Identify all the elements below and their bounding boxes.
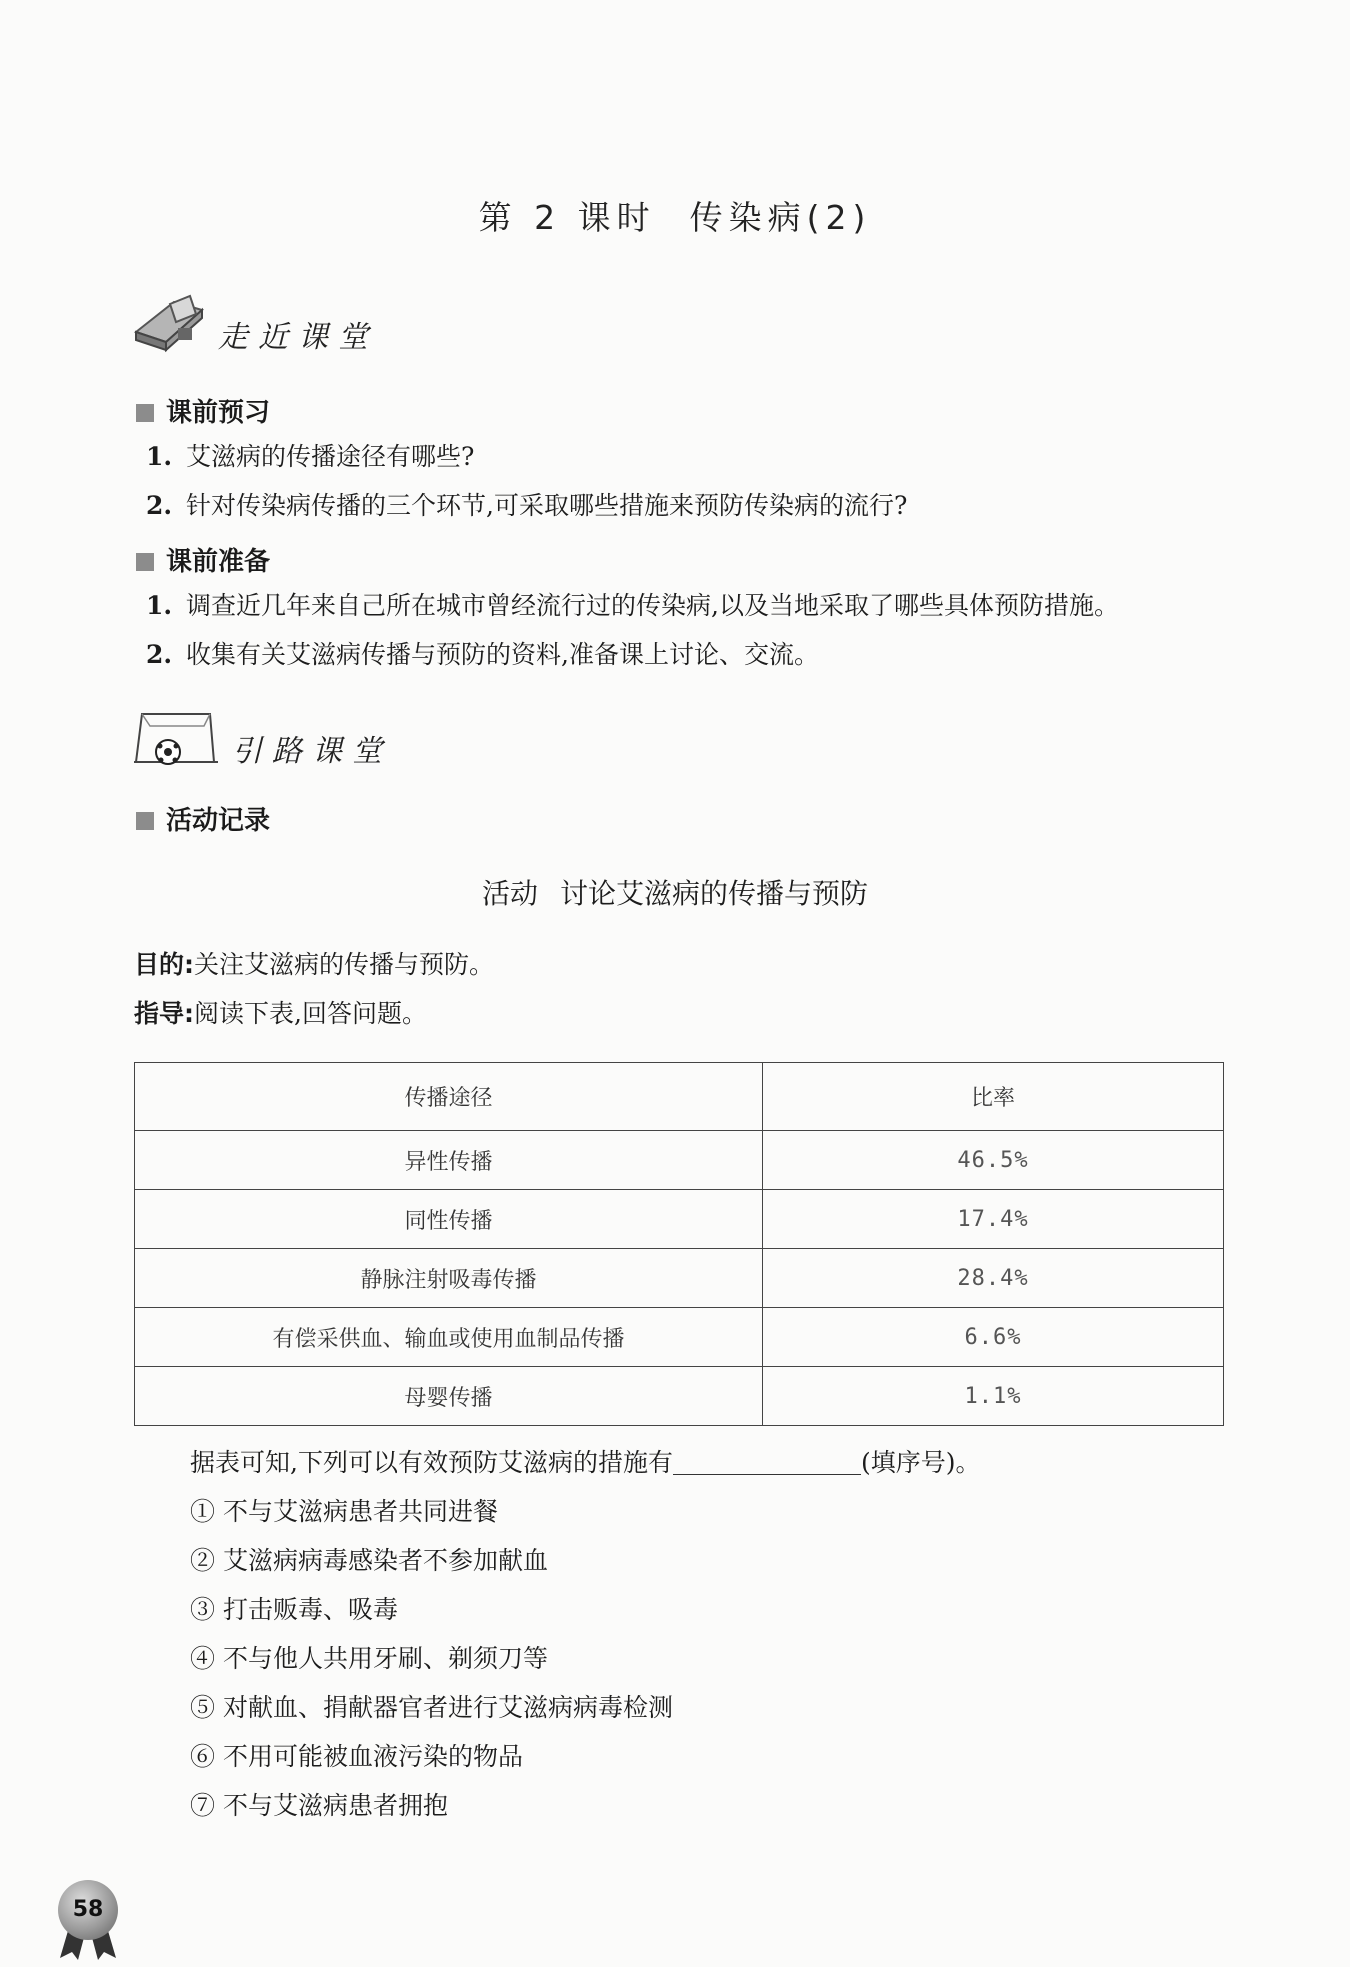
square-bullet-icon bbox=[136, 404, 154, 422]
answer-blank[interactable] bbox=[673, 1448, 861, 1475]
option-item: ② 艾滋病病毒感染者不参加献血 bbox=[190, 1546, 548, 1575]
table-header-row bbox=[135, 1063, 1224, 1131]
lesson-topic: 传染病(2) bbox=[689, 198, 872, 237]
table-row bbox=[135, 1131, 1224, 1190]
rate-cell: 1.1% bbox=[763, 1367, 1224, 1426]
table-row bbox=[135, 1308, 1224, 1367]
route-cell: 静脉注射吸毒传播 bbox=[135, 1249, 763, 1308]
option-item: ⑦ 不与艾滋病患者拥抱 bbox=[190, 1791, 448, 1820]
option-item: ④ 不与他人共用牙刷、剃须刀等 bbox=[190, 1644, 548, 1673]
rate-cell: 6.6% bbox=[763, 1308, 1224, 1367]
rate-cell: 46.5% bbox=[763, 1131, 1224, 1190]
books-icon bbox=[130, 292, 210, 354]
subheading-prep: 课前准备 bbox=[136, 541, 270, 578]
table-row bbox=[135, 1249, 1224, 1308]
route-cell: 有偿采供血、输血或使用血制品传播 bbox=[135, 1308, 763, 1367]
column-header: 比率 bbox=[763, 1063, 1224, 1131]
rate-cell: 28.4% bbox=[763, 1249, 1224, 1308]
option-item: ⑥ 不用可能被血液污染的物品 bbox=[190, 1742, 523, 1771]
preview-question-1: 1. 艾滋病的传播途径有哪些? bbox=[146, 442, 475, 471]
prep-task-1: 1. 调查近几年来自己所在城市曾经流行过的传染病,以及当地采取了哪些具体预防措施。 bbox=[146, 591, 1119, 620]
question-text: 据表可知,下列可以有效预防艾滋病的措施有 (填序号)。 bbox=[190, 1448, 981, 1477]
page-number-badge: 58 bbox=[58, 1880, 118, 1940]
option-item: ① 不与艾滋病患者共同进餐 bbox=[190, 1497, 498, 1526]
rate-cell: 17.4% bbox=[763, 1190, 1224, 1249]
purpose-line: 目的:关注艾滋病的传播与预防。 bbox=[134, 950, 495, 979]
section-banner-guide: 引路课堂 bbox=[232, 734, 392, 769]
soccer-goal-icon bbox=[130, 706, 220, 768]
route-cell: 异性传播 bbox=[135, 1131, 763, 1190]
lesson-number: 第 2 课时 bbox=[478, 198, 656, 237]
activity-title: 活动 讨论艾滋病的传播与预防 bbox=[481, 877, 869, 910]
section-banner-approach: 走近课堂 bbox=[218, 320, 378, 355]
prep-task-2: 2. 收集有关艾滋病传播与预防的资料,准备课上讨论、交流。 bbox=[146, 640, 819, 669]
square-bullet-icon bbox=[136, 553, 154, 571]
option-item: ③ 打击贩毒、吸毒 bbox=[190, 1595, 398, 1624]
square-bullet-icon bbox=[136, 812, 154, 830]
subheading-activity-record: 活动记录 bbox=[136, 800, 270, 837]
preview-question-2: 2. 针对传染病传播的三个环节,可采取哪些措施来预防传染病的流行? bbox=[146, 491, 908, 520]
route-cell: 同性传播 bbox=[135, 1190, 763, 1249]
table-row bbox=[135, 1190, 1224, 1249]
subheading-preview: 课前预习 bbox=[136, 392, 270, 429]
guide-line: 指导:阅读下表,回答问题。 bbox=[134, 999, 427, 1028]
option-item: ⑤ 对献血、捐献器官者进行艾滋病病毒检测 bbox=[190, 1693, 673, 1722]
transmission-table bbox=[134, 1062, 1224, 1426]
page-title bbox=[0, 192, 1350, 239]
route-cell: 母婴传播 bbox=[135, 1367, 763, 1426]
table-row bbox=[135, 1367, 1224, 1426]
column-header: 传播途径 bbox=[135, 1063, 763, 1131]
